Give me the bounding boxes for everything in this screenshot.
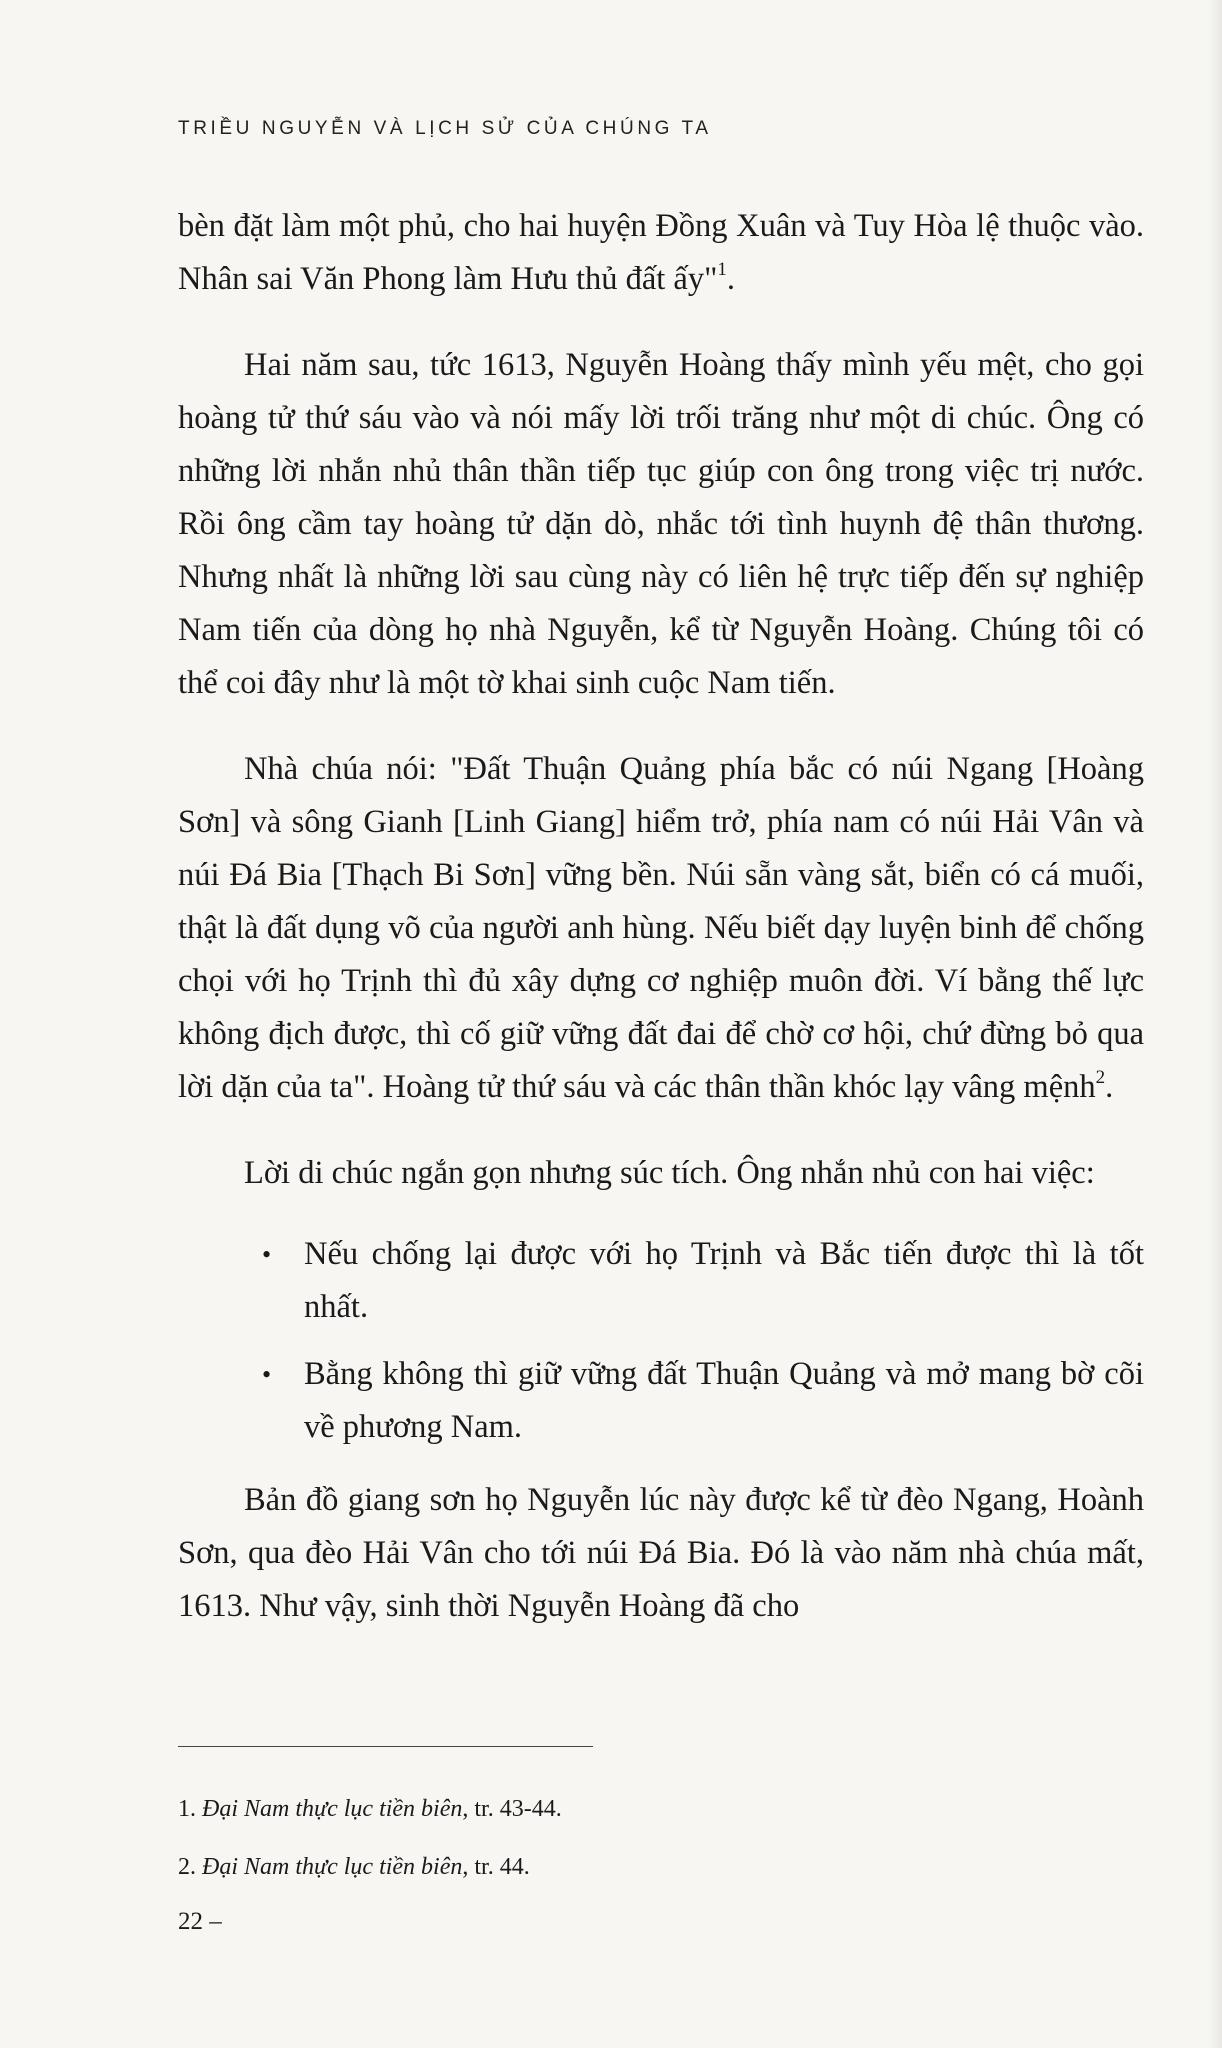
paragraph-3: Nhà chúa nói: "Đất Thuận Quảng phía bắc có núi Ngang [Hoàng Sơn] và sông Gianh [Linh Giang] hiểm trở, phía nam có núi Hải Vân và núi Đá Bia [Thạch Bi Sơn] vững bền. Núi sẵn vàng sắt, biển có cá muối, thật là đất dụng võ của người anh hùng. Nếu biết dạy luyện binh để chống chọi với họ Trịnh thì đủ xây dựng cơ nghiệp muôn đời. Ví bằng thế lực không địch được, thì cố giữ vững đất đai để chờ cơ hội, chứ đừng bỏ qua lời dặn của ta". Hoàng tử thứ sáu và các thân thần khóc lạy vâng mệnh$^2$. xyxy=(178,751,1144,1105)
paragraph-5: Bản đồ giang sơn họ Nguyễn lúc này được kể từ đèo Ngang, Hoành Sơn, qua đèo Hải Vân cho tới núi Đá Bia. Đó là vào năm nhà chúa mất, 1613. Như vậy, sinh thời Nguyễn Hoàng đã cho xyxy=(178,1482,1144,1624)
bullet-dot: • xyxy=(262,1360,272,1389)
paragraph-1: bèn đặt làm một phủ, cho hai huyện Đồng Xuân và Tuy Hòa lệ thuộc vào. Nhân sai Văn Phong làm Hưu thủ đất ấy"$^1$. xyxy=(178,208,1144,297)
footnote-2: 2. Đại Nam thực lục tiền biên, tr. 44. xyxy=(178,1854,530,1880)
bullet-item: • Bằng không thì giữ vững đất Thuận Quảng và mở mang bờ cõi về phương Nam. xyxy=(178,1348,1144,1454)
bullet-list xyxy=(178,1228,1144,1454)
paragraph-2: Hai năm sau, tức 1613, Nguyễn Hoàng thấy mình yếu mệt, cho gọi hoàng tử thứ sáu vào và nói mấy lời trối trăng như một di chúc. Ông có những lời nhắn nhủ thân thần tiếp tục giúp con ông trong việc trị nước. Rồi ông cầm tay hoàng tử dặn dò, nhắc tới tình huynh đệ thân thương. Nhưng nhất là những lời sau cùng này có liên hệ trực tiếp đến sự nghiệp Nam tiến của dòng họ nhà Nguyễn, kể từ Nguyễn Hoàng. Chúng tôi có thể coi đây như là một tờ khai sinh cuộc Nam tiến. xyxy=(178,347,1144,701)
page-edge-shadow xyxy=(1208,0,1222,2048)
bullet-dot: • xyxy=(262,1240,272,1269)
footnote-ref-1: 1 xyxy=(717,259,727,280)
footnote-1: 1. Đại Nam thực lục tiền biên, tr. 43-44. xyxy=(178,1796,562,1822)
paragraph-4: Lời di chúc ngắn gọn nhưng súc tích. Ông nhắn nhủ con hai việc: xyxy=(244,1155,1095,1191)
running-head: TRIỀU NGUYỄN VÀ LỊCH SỬ CỦA CHÚNG TA xyxy=(178,118,712,139)
body-text xyxy=(178,200,1144,1633)
footnotes xyxy=(178,1780,1078,1896)
bullet-item: • Nếu chống lại được với họ Trịnh và Bắc tiến được thì là tốt nhất. xyxy=(178,1228,1144,1334)
page-number: 22 – xyxy=(178,1908,222,1935)
footnote-divider xyxy=(178,1746,593,1747)
footnote-ref-2: 2 xyxy=(1095,1067,1106,1088)
